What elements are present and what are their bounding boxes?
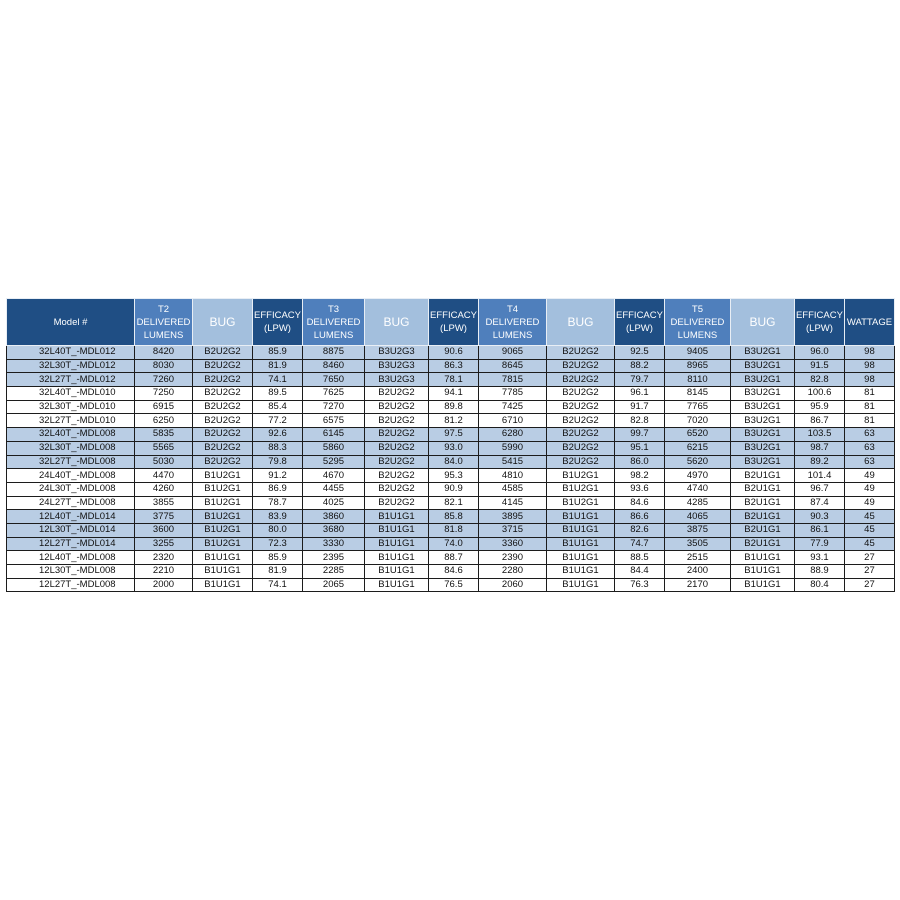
cell-t2-efficacy: 85.9 (253, 551, 303, 565)
cell-t2-bug: B2U2G2 (193, 373, 253, 387)
cell-t4-efficacy: 74.7 (614, 537, 664, 551)
cell-t4-lumens: 4585 (478, 482, 546, 496)
cell-t4-lumens: 5415 (478, 455, 546, 469)
cell-t2-lumens: 6915 (135, 400, 193, 414)
cell-t2-bug: B2U2G2 (193, 346, 253, 360)
cell-wattage: 27 (844, 565, 894, 579)
cell-t3-lumens: 7625 (303, 387, 365, 401)
cell-t2-efficacy: 78.7 (253, 496, 303, 510)
cell-t5-efficacy: 96.7 (794, 482, 844, 496)
cell-t3-efficacy: 74.0 (429, 537, 479, 551)
cell-t4-bug: B2U2G2 (546, 428, 614, 442)
column-header-t2-lumens: T2 DELIVERED LUMENS (135, 299, 193, 346)
table-row (7, 551, 895, 565)
cell-t3-lumens: 5295 (303, 455, 365, 469)
cell-wattage: 45 (844, 537, 894, 551)
table-row (7, 455, 895, 469)
cell-t3-bug: B2U2G2 (365, 496, 429, 510)
cell-t2-lumens: 2210 (135, 565, 193, 579)
cell-t4-lumens: 9065 (478, 346, 546, 360)
cell-model: 32L30T_-MDL012 (7, 359, 135, 373)
cell-t5-efficacy: 95.9 (794, 400, 844, 414)
cell-model: 32L27T_-MDL008 (7, 455, 135, 469)
table-header-row (7, 299, 895, 346)
cell-t5-bug: B3U2G1 (730, 387, 794, 401)
cell-wattage: 63 (844, 428, 894, 442)
cell-t2-lumens: 6250 (135, 414, 193, 428)
column-header-t4-lumens: T4 DELIVERED LUMENS (478, 299, 546, 346)
cell-t3-bug: B1U1G1 (365, 578, 429, 592)
cell-t5-bug: B1U1G1 (730, 578, 794, 592)
cell-t5-bug: B3U2G1 (730, 400, 794, 414)
cell-t5-lumens: 5620 (664, 455, 730, 469)
table-row (7, 523, 895, 537)
cell-t2-bug: B1U2G1 (193, 523, 253, 537)
table-row (7, 428, 895, 442)
cell-t5-efficacy: 77.9 (794, 537, 844, 551)
cell-t4-efficacy: 91.7 (614, 400, 664, 414)
cell-t4-lumens: 7785 (478, 387, 546, 401)
column-header-t5-bug: BUG (730, 299, 794, 346)
cell-t3-bug: B1U1G1 (365, 565, 429, 579)
table-row (7, 510, 895, 524)
cell-t2-lumens: 8030 (135, 359, 193, 373)
cell-t5-efficacy: 100.6 (794, 387, 844, 401)
cell-t4-bug: B1U1G1 (546, 523, 614, 537)
cell-t5-lumens: 6215 (664, 441, 730, 455)
cell-t5-efficacy: 103.5 (794, 428, 844, 442)
cell-model: 12L27T_-MDL014 (7, 537, 135, 551)
cell-t3-lumens: 7270 (303, 400, 365, 414)
cell-t5-lumens: 6520 (664, 428, 730, 442)
cell-t5-bug: B2U1G1 (730, 469, 794, 483)
cell-t5-bug: B2U1G1 (730, 537, 794, 551)
cell-t5-efficacy: 82.8 (794, 373, 844, 387)
cell-wattage: 49 (844, 482, 894, 496)
cell-t2-bug: B2U2G2 (193, 387, 253, 401)
column-header-t2-efficacy: EFFICACY (LPW) (253, 299, 303, 346)
table-row (7, 373, 895, 387)
column-header-t3-efficacy: EFFICACY (LPW) (429, 299, 479, 346)
cell-model: 32L30T_-MDL010 (7, 400, 135, 414)
table-row (7, 565, 895, 579)
cell-model: 32L27T_-MDL010 (7, 414, 135, 428)
cell-t5-lumens: 2400 (664, 565, 730, 579)
cell-t3-lumens: 8875 (303, 346, 365, 360)
cell-t2-efficacy: 79.8 (253, 455, 303, 469)
table-row (7, 346, 895, 360)
cell-t5-efficacy: 86.7 (794, 414, 844, 428)
cell-t5-efficacy: 90.3 (794, 510, 844, 524)
cell-t3-bug: B2U2G2 (365, 455, 429, 469)
cell-t4-efficacy: 88.5 (614, 551, 664, 565)
cell-t5-bug: B3U2G1 (730, 455, 794, 469)
cell-t4-lumens: 3895 (478, 510, 546, 524)
cell-t5-bug: B2U1G1 (730, 510, 794, 524)
cell-t5-bug: B3U2G1 (730, 359, 794, 373)
cell-t3-bug: B1U1G1 (365, 510, 429, 524)
cell-t5-lumens: 8965 (664, 359, 730, 373)
cell-t2-lumens: 3255 (135, 537, 193, 551)
cell-t4-bug: B2U2G2 (546, 414, 614, 428)
cell-model: 12L40T_-MDL014 (7, 510, 135, 524)
table-row (7, 537, 895, 551)
cell-t4-efficacy: 86.0 (614, 455, 664, 469)
table-body (7, 346, 895, 592)
cell-t3-efficacy: 86.3 (429, 359, 479, 373)
cell-t5-bug: B2U1G1 (730, 496, 794, 510)
table-row (7, 359, 895, 373)
cell-t4-efficacy: 84.6 (614, 496, 664, 510)
cell-model: 24L30T_-MDL008 (7, 482, 135, 496)
cell-t5-efficacy: 86.1 (794, 523, 844, 537)
cell-t2-lumens: 7260 (135, 373, 193, 387)
cell-model: 12L30T_-MDL014 (7, 523, 135, 537)
cell-t4-lumens: 7425 (478, 400, 546, 414)
cell-t2-bug: B2U2G2 (193, 359, 253, 373)
cell-t5-lumens: 9405 (664, 346, 730, 360)
cell-t5-efficacy: 88.9 (794, 565, 844, 579)
cell-t5-bug: B3U2G1 (730, 346, 794, 360)
cell-t4-lumens: 6280 (478, 428, 546, 442)
cell-wattage: 81 (844, 400, 894, 414)
cell-t2-lumens: 3600 (135, 523, 193, 537)
cell-model: 32L40T_-MDL008 (7, 428, 135, 442)
cell-t4-bug: B1U1G1 (546, 578, 614, 592)
cell-t3-bug: B2U2G2 (365, 469, 429, 483)
cell-t3-lumens: 3680 (303, 523, 365, 537)
cell-t3-bug: B1U1G1 (365, 537, 429, 551)
column-header-t5-efficacy: EFFICACY (LPW) (794, 299, 844, 346)
cell-t2-lumens: 7250 (135, 387, 193, 401)
cell-model: 32L27T_-MDL012 (7, 373, 135, 387)
cell-t5-efficacy: 87.4 (794, 496, 844, 510)
cell-t3-bug: B1U1G1 (365, 551, 429, 565)
cell-t4-bug: B1U1G1 (546, 551, 614, 565)
column-header-wattage: WATTAGE (844, 299, 894, 346)
cell-t3-efficacy: 88.7 (429, 551, 479, 565)
cell-t3-efficacy: 84.6 (429, 565, 479, 579)
cell-t4-bug: B2U2G2 (546, 373, 614, 387)
cell-t2-bug: B2U2G2 (193, 441, 253, 455)
cell-t4-lumens: 4810 (478, 469, 546, 483)
cell-t4-bug: B1U1G1 (546, 537, 614, 551)
cell-t2-efficacy: 81.9 (253, 565, 303, 579)
cell-t2-efficacy: 85.9 (253, 346, 303, 360)
cell-t2-lumens: 2320 (135, 551, 193, 565)
cell-wattage: 27 (844, 551, 894, 565)
cell-t3-lumens: 7650 (303, 373, 365, 387)
cell-t5-efficacy: 80.4 (794, 578, 844, 592)
cell-t5-bug: B3U2G1 (730, 414, 794, 428)
cell-wattage: 63 (844, 441, 894, 455)
cell-t5-efficacy: 91.5 (794, 359, 844, 373)
cell-t3-efficacy: 95.3 (429, 469, 479, 483)
cell-t2-bug: B2U2G2 (193, 428, 253, 442)
cell-t5-lumens: 4285 (664, 496, 730, 510)
table-row (7, 414, 895, 428)
cell-t4-efficacy: 82.8 (614, 414, 664, 428)
cell-t4-bug: B2U2G2 (546, 359, 614, 373)
cell-t2-efficacy: 92.6 (253, 428, 303, 442)
cell-t3-lumens: 2395 (303, 551, 365, 565)
cell-t5-lumens: 3875 (664, 523, 730, 537)
table-row (7, 578, 895, 592)
cell-t4-bug: B1U2G1 (546, 482, 614, 496)
cell-t4-efficacy: 96.1 (614, 387, 664, 401)
cell-t2-lumens: 3775 (135, 510, 193, 524)
cell-wattage: 49 (844, 496, 894, 510)
cell-t2-bug: B1U1G1 (193, 551, 253, 565)
cell-t5-efficacy: 101.4 (794, 469, 844, 483)
column-header-t2-bug: BUG (193, 299, 253, 346)
cell-t4-lumens: 2060 (478, 578, 546, 592)
cell-model: 12L40T_-MDL008 (7, 551, 135, 565)
cell-t2-efficacy: 80.0 (253, 523, 303, 537)
cell-t2-lumens: 4260 (135, 482, 193, 496)
column-header-t4-bug: BUG (546, 299, 614, 346)
cell-t2-bug: B1U1G1 (193, 565, 253, 579)
cell-t2-efficacy: 74.1 (253, 373, 303, 387)
cell-t4-efficacy: 88.2 (614, 359, 664, 373)
cell-t3-efficacy: 94.1 (429, 387, 479, 401)
cell-t4-lumens: 3715 (478, 523, 546, 537)
cell-t4-efficacy: 84.4 (614, 565, 664, 579)
table-row (7, 441, 895, 455)
cell-t4-lumens: 5990 (478, 441, 546, 455)
cell-t5-lumens: 7765 (664, 400, 730, 414)
cell-t5-bug: B3U2G1 (730, 373, 794, 387)
cell-t5-lumens: 2515 (664, 551, 730, 565)
cell-wattage: 63 (844, 455, 894, 469)
cell-t4-bug: B2U2G2 (546, 400, 614, 414)
cell-t4-bug: B2U2G2 (546, 441, 614, 455)
cell-t5-lumens: 4740 (664, 482, 730, 496)
cell-t2-efficacy: 85.4 (253, 400, 303, 414)
cell-model: 12L30T_-MDL008 (7, 565, 135, 579)
cell-t2-bug: B2U2G2 (193, 414, 253, 428)
cell-t2-lumens: 5835 (135, 428, 193, 442)
cell-t3-efficacy: 81.2 (429, 414, 479, 428)
cell-t5-bug: B1U1G1 (730, 565, 794, 579)
cell-t3-bug: B3U2G3 (365, 359, 429, 373)
cell-t4-efficacy: 79.7 (614, 373, 664, 387)
cell-t3-efficacy: 97.5 (429, 428, 479, 442)
cell-model: 32L40T_-MDL010 (7, 387, 135, 401)
cell-t5-efficacy: 98.7 (794, 441, 844, 455)
cell-t4-lumens: 2390 (478, 551, 546, 565)
cell-t5-lumens: 3505 (664, 537, 730, 551)
cell-t2-lumens: 8420 (135, 346, 193, 360)
cell-t3-lumens: 2285 (303, 565, 365, 579)
cell-model: 32L40T_-MDL012 (7, 346, 135, 360)
cell-t2-efficacy: 89.5 (253, 387, 303, 401)
cell-t4-lumens: 2280 (478, 565, 546, 579)
cell-t4-lumens: 6710 (478, 414, 546, 428)
cell-t3-bug: B2U2G2 (365, 387, 429, 401)
cell-t4-efficacy: 86.6 (614, 510, 664, 524)
cell-t4-efficacy: 95.1 (614, 441, 664, 455)
cell-t3-bug: B2U2G2 (365, 428, 429, 442)
cell-t2-bug: B1U2G1 (193, 496, 253, 510)
cell-t4-lumens: 8645 (478, 359, 546, 373)
cell-t3-efficacy: 90.6 (429, 346, 479, 360)
column-header-t4-efficacy: EFFICACY (LPW) (614, 299, 664, 346)
cell-t5-bug: B2U1G1 (730, 523, 794, 537)
cell-t5-efficacy: 93.1 (794, 551, 844, 565)
cell-t3-lumens: 4670 (303, 469, 365, 483)
cell-t5-bug: B3U2G1 (730, 441, 794, 455)
cell-t3-bug: B2U2G2 (365, 400, 429, 414)
cell-t3-efficacy: 90.9 (429, 482, 479, 496)
cell-t3-bug: B2U2G2 (365, 482, 429, 496)
cell-wattage: 98 (844, 346, 894, 360)
table-row (7, 469, 895, 483)
cell-t5-lumens: 4065 (664, 510, 730, 524)
cell-wattage: 81 (844, 414, 894, 428)
cell-t2-efficacy: 81.9 (253, 359, 303, 373)
cell-t4-efficacy: 92.5 (614, 346, 664, 360)
cell-t2-efficacy: 88.3 (253, 441, 303, 455)
cell-t4-bug: B1U2G1 (546, 469, 614, 483)
cell-t5-lumens: 8110 (664, 373, 730, 387)
cell-t4-lumens: 3360 (478, 537, 546, 551)
cell-wattage: 27 (844, 578, 894, 592)
cell-t3-efficacy: 81.8 (429, 523, 479, 537)
cell-t3-lumens: 4025 (303, 496, 365, 510)
cell-t4-bug: B2U2G2 (546, 346, 614, 360)
cell-t5-bug: B1U1G1 (730, 551, 794, 565)
cell-t3-bug: B3U2G3 (365, 373, 429, 387)
cell-t3-efficacy: 78.1 (429, 373, 479, 387)
cell-t4-bug: B1U2G1 (546, 496, 614, 510)
cell-t2-bug: B1U2G1 (193, 510, 253, 524)
table-row (7, 482, 895, 496)
cell-t5-lumens: 4970 (664, 469, 730, 483)
cell-t3-efficacy: 93.0 (429, 441, 479, 455)
cell-t2-efficacy: 74.1 (253, 578, 303, 592)
cell-t5-lumens: 8145 (664, 387, 730, 401)
cell-t2-efficacy: 77.2 (253, 414, 303, 428)
cell-model: 24L27T_-MDL008 (7, 496, 135, 510)
cell-t4-efficacy: 98.2 (614, 469, 664, 483)
cell-t2-bug: B1U2G1 (193, 537, 253, 551)
cell-t3-efficacy: 82.1 (429, 496, 479, 510)
cell-t3-efficacy: 84.0 (429, 455, 479, 469)
cell-t4-bug: B2U2G2 (546, 387, 614, 401)
cell-wattage: 81 (844, 387, 894, 401)
cell-t2-bug: B1U1G1 (193, 578, 253, 592)
cell-t4-efficacy: 93.6 (614, 482, 664, 496)
cell-t3-efficacy: 76.5 (429, 578, 479, 592)
cell-model: 32L30T_-MDL008 (7, 441, 135, 455)
cell-t4-efficacy: 99.7 (614, 428, 664, 442)
cell-t4-lumens: 7815 (478, 373, 546, 387)
cell-t2-efficacy: 91.2 (253, 469, 303, 483)
column-header-t3-bug: BUG (365, 299, 429, 346)
cell-t3-lumens: 3860 (303, 510, 365, 524)
cell-t2-bug: B2U2G2 (193, 400, 253, 414)
cell-t2-efficacy: 86.9 (253, 482, 303, 496)
cell-wattage: 98 (844, 373, 894, 387)
cell-t4-lumens: 4145 (478, 496, 546, 510)
cell-t2-lumens: 2000 (135, 578, 193, 592)
cell-t2-lumens: 4470 (135, 469, 193, 483)
cell-t3-bug: B3U2G3 (365, 346, 429, 360)
cell-t5-lumens: 2170 (664, 578, 730, 592)
cell-t2-lumens: 5030 (135, 455, 193, 469)
cell-t3-bug: B2U2G2 (365, 414, 429, 428)
cell-model: 24L40T_-MDL008 (7, 469, 135, 483)
cell-t3-efficacy: 89.8 (429, 400, 479, 414)
cell-t3-bug: B1U1G1 (365, 523, 429, 537)
cell-t5-efficacy: 96.0 (794, 346, 844, 360)
cell-t3-lumens: 2065 (303, 578, 365, 592)
cell-t3-lumens: 3330 (303, 537, 365, 551)
cell-t5-bug: B3U2G1 (730, 428, 794, 442)
cell-t4-bug: B2U2G2 (546, 455, 614, 469)
column-header-t5-lumens: T5 DELIVERED LUMENS (664, 299, 730, 346)
column-header-model: Model # (7, 299, 135, 346)
column-header-t3-lumens: T3 DELIVERED LUMENS (303, 299, 365, 346)
cell-t3-lumens: 5860 (303, 441, 365, 455)
cell-t4-efficacy: 82.6 (614, 523, 664, 537)
cell-t3-bug: B2U2G2 (365, 441, 429, 455)
cell-t5-lumens: 7020 (664, 414, 730, 428)
luminaire-spec-table (6, 298, 895, 592)
cell-t3-efficacy: 85.8 (429, 510, 479, 524)
table-row (7, 496, 895, 510)
cell-wattage: 98 (844, 359, 894, 373)
cell-t2-bug: B2U2G2 (193, 455, 253, 469)
cell-t5-bug: B2U1G1 (730, 482, 794, 496)
cell-t3-lumens: 6575 (303, 414, 365, 428)
cell-t3-lumens: 6145 (303, 428, 365, 442)
cell-t3-lumens: 4455 (303, 482, 365, 496)
cell-t4-efficacy: 76.3 (614, 578, 664, 592)
cell-t2-bug: B1U2G1 (193, 469, 253, 483)
cell-wattage: 49 (844, 469, 894, 483)
cell-wattage: 45 (844, 510, 894, 524)
cell-wattage: 45 (844, 523, 894, 537)
cell-t2-bug: B1U2G1 (193, 482, 253, 496)
table-row (7, 400, 895, 414)
cell-t2-lumens: 3855 (135, 496, 193, 510)
cell-t2-efficacy: 72.3 (253, 537, 303, 551)
cell-model: 12L27T_-MDL008 (7, 578, 135, 592)
cell-t5-efficacy: 89.2 (794, 455, 844, 469)
table-row (7, 387, 895, 401)
cell-t3-lumens: 8460 (303, 359, 365, 373)
cell-t4-bug: B1U1G1 (546, 565, 614, 579)
cell-t2-efficacy: 83.9 (253, 510, 303, 524)
cell-t4-bug: B1U1G1 (546, 510, 614, 524)
cell-t2-lumens: 5565 (135, 441, 193, 455)
